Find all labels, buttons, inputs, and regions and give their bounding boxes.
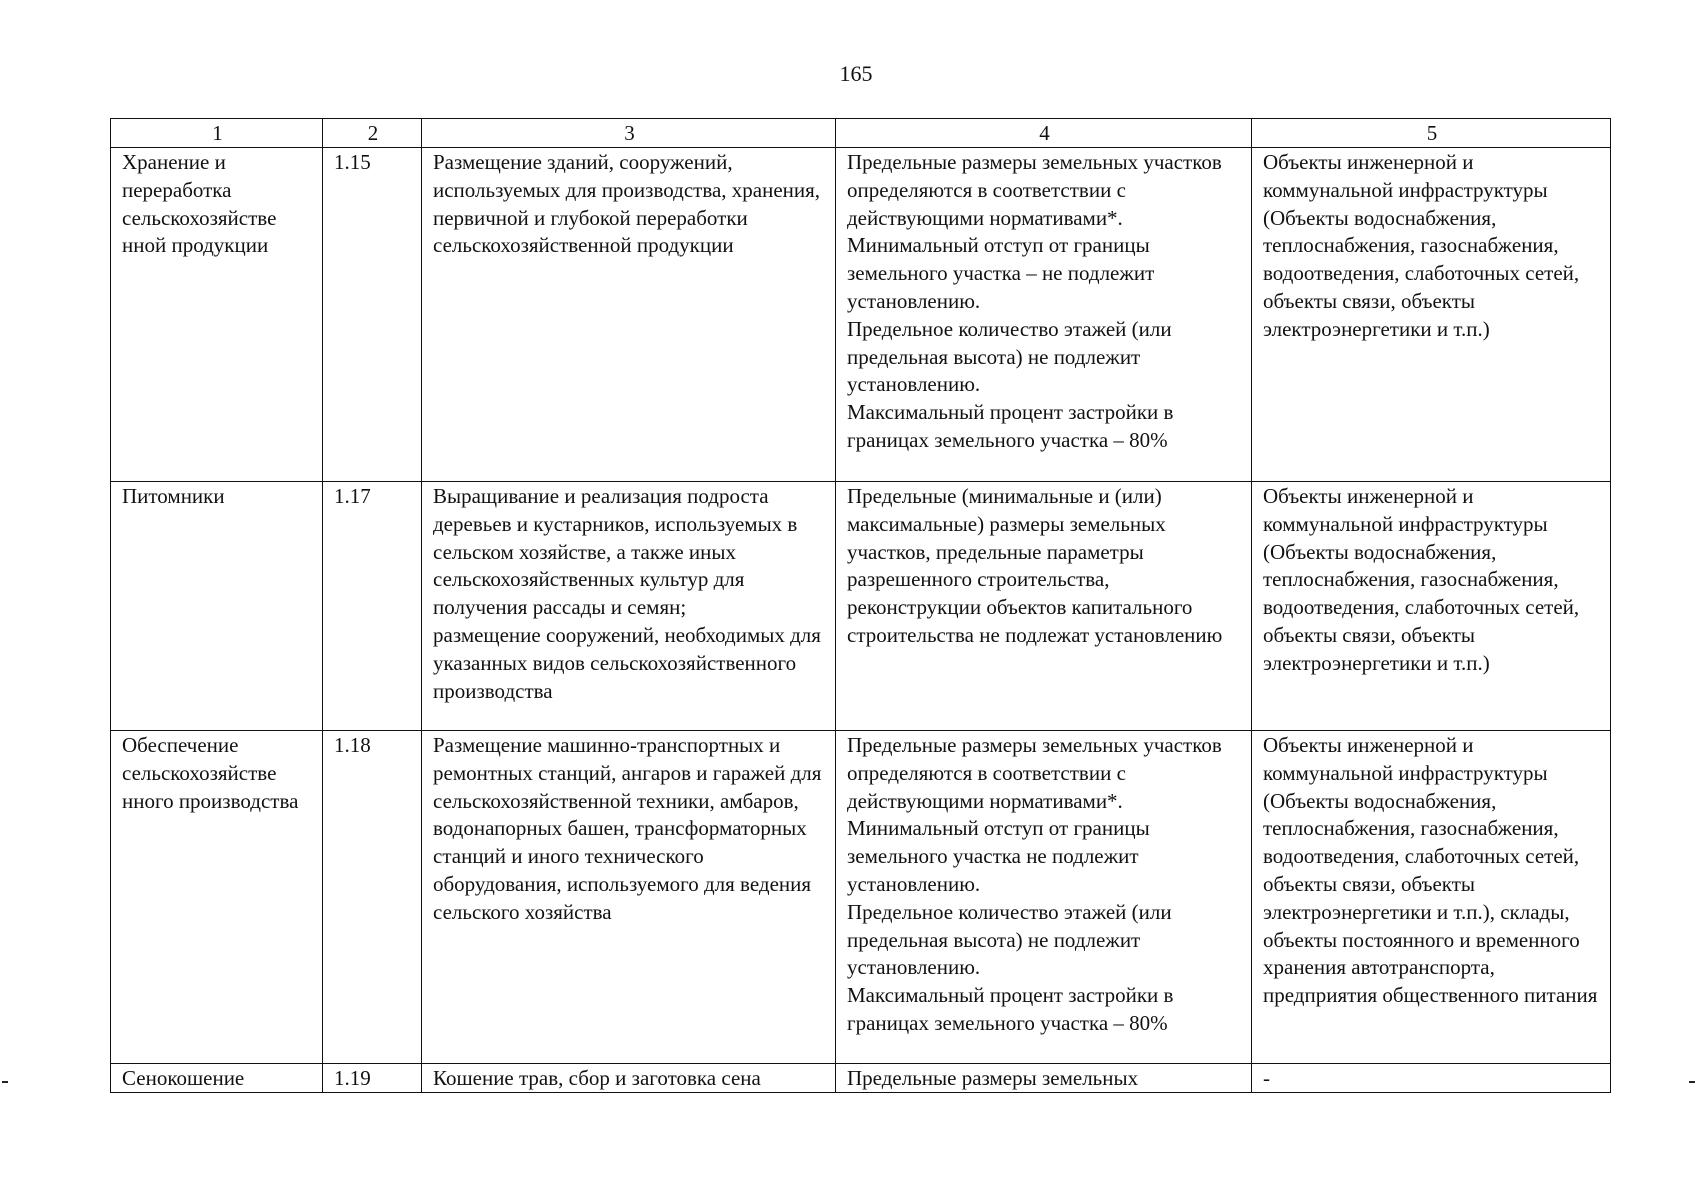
use-code-cell: 1.19: [323, 1064, 422, 1093]
parameters-cell: Предельные размеры земельных: [836, 1064, 1252, 1093]
use-name-cell: Питомники: [111, 482, 323, 731]
table-row: [111, 1064, 1611, 1093]
use-name-cell: Сенокошение: [111, 1064, 323, 1093]
use-name-cell: Обеспечение сельскохозяйстве нного производства: [111, 731, 323, 1064]
auxiliary-uses-cell: -: [1252, 1064, 1611, 1093]
column-header-4: 4: [836, 119, 1252, 148]
scan-edge-mark-left: [2, 1081, 8, 1083]
use-description-cell: Размещение зданий, сооружений, используемых для производства, хранения, первичной и глубокой переработки сельскохозяйственной продукции: [422, 148, 836, 482]
table-row: [111, 482, 1611, 731]
column-header-5: 5: [1252, 119, 1611, 148]
table-row: [111, 148, 1611, 482]
land-use-table: [110, 118, 1611, 1093]
parameters-cell: Предельные размеры земельных участков определяются в соответствии с действующими нормативами*. Минимальный отступ от границы земельного участка не подлежит установлению. Предельное количество этажей (или предельная высота) не подлежит установлению. Максимальный процент застройки в границах земельного участка – 80%: [836, 731, 1252, 1064]
use-code-cell: 1.18: [323, 731, 422, 1064]
use-name-cell: Хранение и переработка сельскохозяйстве нной продукции: [111, 148, 323, 482]
table-header-row: [111, 119, 1611, 148]
use-description-cell: Размещение машинно-транспортных и ремонтных станций, ангаров и гаражей для сельскохозяйственной техники, амбаров, водонапорных башен, трансформаторных станций и иного технического оборудования, используемого для ведения сельского хозяйства: [422, 731, 836, 1064]
auxiliary-uses-cell: Объекты инженерной и коммунальной инфраструктуры (Объекты водоснабжения, теплоснабжения, газоснабжения, водоотведения, слаботочных сетей, объекты связи, объекты электроэнергетики и т.п.): [1252, 148, 1611, 482]
column-header-2: 2: [323, 119, 422, 148]
column-header-1: 1: [111, 119, 323, 148]
scan-edge-mark-right: [1689, 1081, 1695, 1083]
auxiliary-uses-cell: Объекты инженерной и коммунальной инфраструктуры (Объекты водоснабжения, теплоснабжения, газоснабжения, водоотведения, слаботочных сетей, объекты связи, объекты электроэнергетики и т.п.): [1252, 482, 1611, 731]
table-row: [111, 731, 1611, 1064]
use-description-cell: Выращивание и реализация подроста деревьев и кустарников, используемых в сельском хозяйстве, а также иных сельскохозяйственных культур для получения рассады и семян; размещение сооружений, необходимых для указанных видов сельскохозяйственного производства: [422, 482, 836, 731]
column-header-3: 3: [422, 119, 836, 148]
use-code-cell: 1.15: [323, 148, 422, 482]
auxiliary-uses-cell: Объекты инженерной и коммунальной инфраструктуры (Объекты водоснабжения, теплоснабжения, газоснабжения, водоотведения, слаботочных сетей, объекты связи, объекты электроэнергетики и т.п.), склады, объекты постоянного и временного хранения автотранспорта, предприятия общественного питания: [1252, 731, 1611, 1064]
parameters-cell: Предельные (минимальные и (или) максимальные) размеры земельных участков, предельные параметры разрешенного строительства, реконструкции объектов капитального строительства не подлежат установлению: [836, 482, 1252, 731]
page-number: 165: [839, 61, 873, 86]
use-description-cell: Кошение трав, сбор и заготовка сена: [422, 1064, 836, 1093]
parameters-cell: Предельные размеры земельных участков определяются в соответствии с действующими нормативами*. Минимальный отступ от границы земельного участка – не подлежит установлению. Предельное количество этажей (или предельная высота) не подлежит установлению. Максимальный процент застройки в границах земельного участка – 80%: [836, 148, 1252, 482]
use-code-cell: 1.17: [323, 482, 422, 731]
